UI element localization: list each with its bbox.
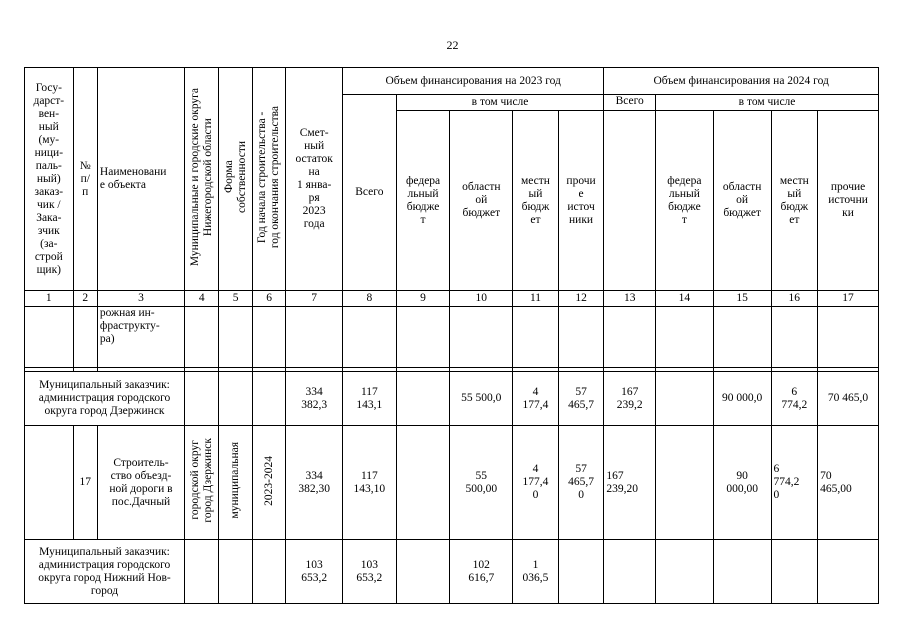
cell-other-2023: 57 465,7 xyxy=(558,372,604,426)
cell-local-2023: 4 177,4 xyxy=(513,372,559,426)
cell-regional-2023: 55 500,00 xyxy=(450,426,513,540)
header-customer: Госу- дарст- вен- ный (му- ници- паль- ный) заказ- чик / Зака- зчик (за- строй щик) xyxy=(25,68,74,291)
header-years: Год начала строительства - год окончания строительства xyxy=(256,105,282,249)
header-total-2023: Всего xyxy=(343,95,397,291)
header-ownership: Форма собственности xyxy=(222,141,248,213)
col-number: 13 xyxy=(604,291,656,307)
header-federal-2023: федера льный бюдже т xyxy=(396,111,450,291)
col-number: 8 xyxy=(343,291,397,307)
cell-total-2023: 117 143,10 xyxy=(343,426,397,540)
cell-regional-2024: 90 000,0 xyxy=(713,372,771,426)
header-local-2023: местн ый бюдж ет xyxy=(513,111,559,291)
cell-estimate: 334 382,30 xyxy=(286,426,343,540)
object-name-continued: рожная ин- фраструкту- ра) xyxy=(97,307,184,368)
page-number: 22 xyxy=(446,38,459,52)
header-federal-2024: федера льный бюдже т xyxy=(656,111,714,291)
header-local-2024: местн ый бюдж ет xyxy=(771,111,818,291)
header-incl-2024: в том числе xyxy=(656,95,879,111)
cell-regional-2023: 102 616,7 xyxy=(450,540,513,604)
col-number: 11 xyxy=(513,291,559,307)
object-num: 17 xyxy=(73,426,97,540)
col-number: 1 xyxy=(25,291,74,307)
cell-other-2024: 70 465,0 xyxy=(818,372,879,426)
col-number: 6 xyxy=(252,291,285,307)
col-number: 17 xyxy=(818,291,879,307)
object-municipality-cell xyxy=(185,426,219,540)
col-number: 3 xyxy=(97,291,184,307)
col-number: 15 xyxy=(713,291,771,307)
header-object-name: Наименовани е объекта xyxy=(97,68,184,291)
header-fin-2023: Объем финансирования на 2023 год xyxy=(343,68,604,95)
header-other-2023: прочи е источ ники xyxy=(558,111,604,291)
col-number: 4 xyxy=(185,291,219,307)
cell-regional-2024: 90 000,00 xyxy=(713,426,771,540)
header-estimate: Смет- ный остаток на 1 янва- ря 2023 года xyxy=(286,68,343,291)
cell-total-2024: 167 239,20 xyxy=(604,426,656,540)
header-other-2024: прочие источни ки xyxy=(818,111,879,291)
object-years-cell xyxy=(252,426,285,540)
header-regional-2023: областн ой бюджет xyxy=(450,111,513,291)
cell-federal-2023 xyxy=(396,372,450,426)
cell-estimate: 103 653,2 xyxy=(286,540,343,604)
cell-regional-2023: 55 500,0 xyxy=(450,372,513,426)
header-regional-2024: областн ой бюджет xyxy=(713,111,771,291)
header-num: № п/ п xyxy=(73,68,97,291)
cell-estimate: 334 382,3 xyxy=(286,372,343,426)
cell-federal-2024 xyxy=(656,426,714,540)
object-name: Строитель- ство объезд- ной дороги в пос.Дачный xyxy=(97,426,184,540)
header-incl-2023: в том числе xyxy=(396,95,604,111)
table-row-customer-dzerzhinsk xyxy=(25,372,879,426)
header-municipality: Муниципальные и городские округа Нижегородской области xyxy=(188,87,214,267)
customer-label: Муниципальный заказчик: администрация городского округа город Нижний Нов- город xyxy=(25,540,185,604)
customer-label: Муниципальный заказчик: администрация городского округа город Дзержинск xyxy=(25,372,185,426)
cell-local-2023: 4 177,4 0 xyxy=(513,426,559,540)
cell-federal-2023 xyxy=(396,426,450,540)
object-ownership-cell xyxy=(219,426,252,540)
object-years: 2023-2024 xyxy=(262,455,275,506)
cell-other-2023: 57 465,7 0 xyxy=(558,426,604,540)
financing-table xyxy=(24,67,879,604)
cell-total-2023: 117 143,1 xyxy=(343,372,397,426)
cell-local-2024: 6 774,2 0 xyxy=(771,426,818,540)
header-fin-2024: Объем финансирования на 2024 год xyxy=(604,68,879,95)
col-number: 10 xyxy=(450,291,513,307)
cell-other-2024: 70 465,00 xyxy=(818,426,879,540)
cell-local-2023: 1 036,5 xyxy=(513,540,559,604)
col-number: 12 xyxy=(558,291,604,307)
cell-local-2024: 6 774,2 xyxy=(771,372,818,426)
col-number: 7 xyxy=(286,291,343,307)
table-row xyxy=(25,307,879,368)
col-number: 9 xyxy=(396,291,450,307)
table-row-object xyxy=(25,426,879,540)
header-years-cell xyxy=(252,68,285,291)
cell-federal-2024 xyxy=(656,372,714,426)
header-total-2024: Всего xyxy=(604,95,656,111)
object-municipality: городской округ город Дзержинск xyxy=(188,438,214,523)
cell-total-2024: 167 239,2 xyxy=(604,372,656,426)
col-number: 16 xyxy=(771,291,818,307)
column-numbers-row xyxy=(25,291,879,307)
cell-total-2023: 103 653,2 xyxy=(343,540,397,604)
header-ownership-cell xyxy=(219,68,252,291)
col-number: 2 xyxy=(73,291,97,307)
header-empty-2024 xyxy=(604,111,656,291)
object-ownership: муниципальная xyxy=(229,442,242,519)
header-municipality-cell xyxy=(185,68,219,291)
col-number: 14 xyxy=(656,291,714,307)
col-number: 5 xyxy=(219,291,252,307)
table-row-customer-nizhny-novgorod xyxy=(25,540,879,604)
